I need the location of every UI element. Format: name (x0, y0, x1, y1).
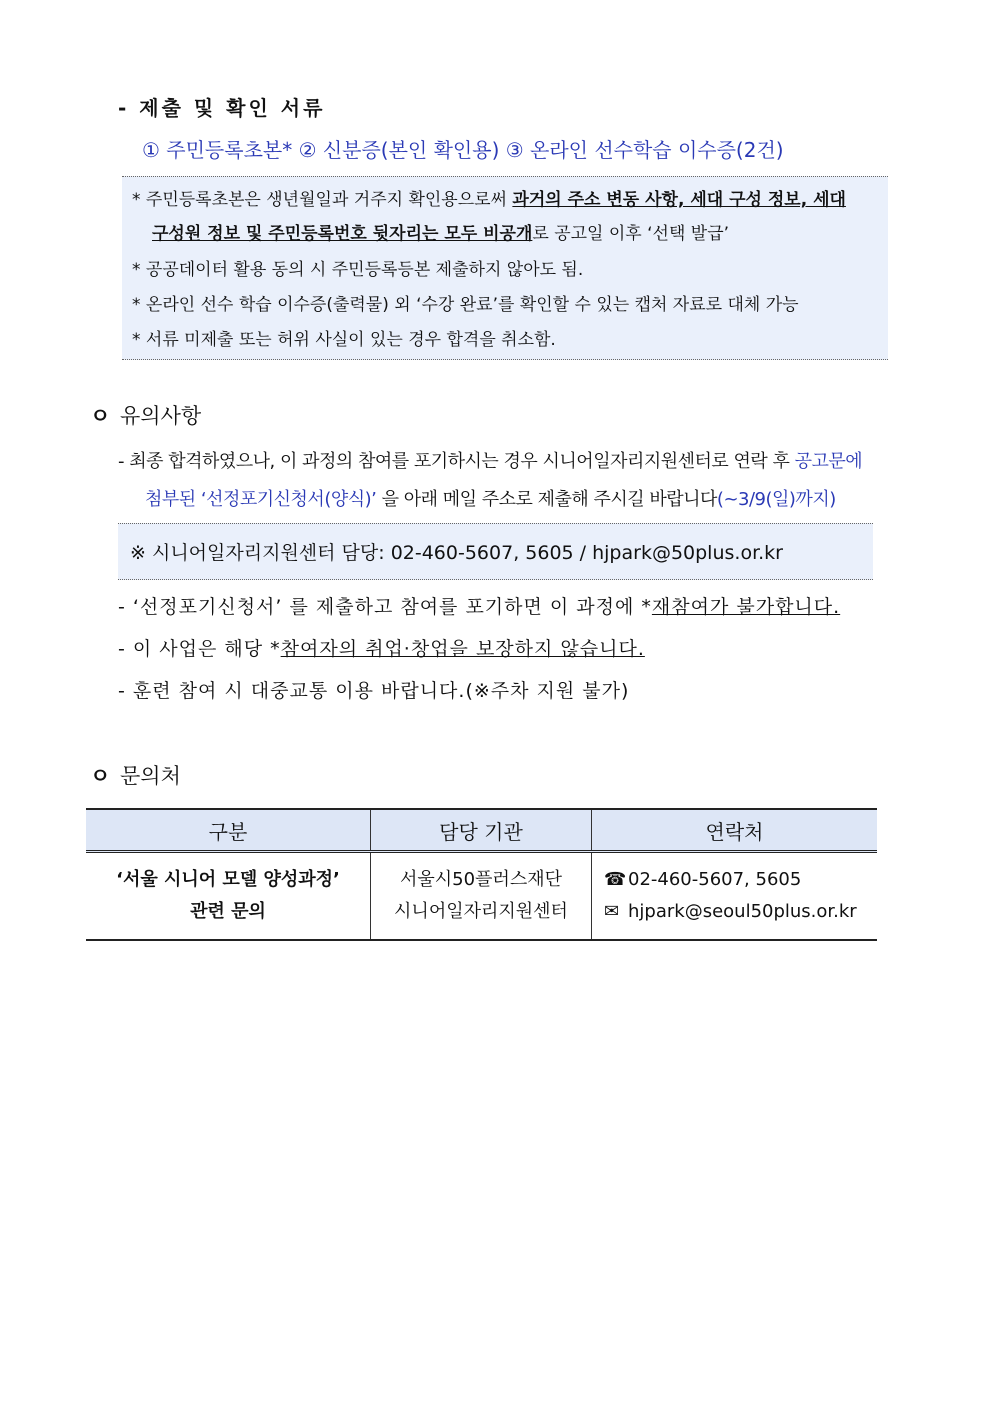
caution-line-2-text: 을 아래 메일 주소로 제출해 주시길 바랍니다 (376, 489, 717, 510)
email-address[interactable]: hjpark@seoul50plus.or.kr (628, 901, 857, 922)
inquiry-table (86, 808, 877, 941)
bullet-2-underline: 참여자의 취업·창업을 보장하지 않습니다. (280, 638, 645, 660)
inquiry-title: 문의처 (120, 764, 181, 788)
header-category: 구분 (86, 809, 371, 852)
phone-icon: ☎ (604, 869, 627, 890)
caution-bullet-3: - 훈련 참여 시 대중교통 이용 바랍니다.(※주차 지원 불가) (118, 680, 630, 702)
email-icon: ✉ (604, 901, 620, 922)
cell-organization (371, 852, 592, 941)
caution-bullet-2 (118, 634, 645, 661)
table-header-row (86, 809, 877, 852)
note-1-emphasis: 과거의 주소 변동 사항, 세대 구성 정보, 세대 (512, 190, 846, 210)
header-organization: 담당 기관 (371, 809, 592, 852)
note-2: * 공공데이터 활용 동의 시 주민등록등본 제출하지 않아도 됨. (132, 260, 584, 280)
contact-box (118, 523, 873, 580)
note-1-tail: 로 공고일 이후 ‘선택 발급’ (532, 224, 730, 244)
caution-bullet-1 (118, 592, 840, 619)
note-1-line-2 (152, 219, 729, 244)
note-3: * 온라인 선수 학습 이수증(출력물) 외 ‘수강 완료’를 확인할 수 있는 캡처 자료로 대체 가능 (132, 295, 799, 315)
section-marker: ㅇ (90, 404, 111, 428)
docs-heading: - 제출 및 확인 서류 (118, 96, 326, 120)
caution-title: 유의사항 (120, 404, 202, 428)
deadline: (~3/9(일)까지) (716, 489, 836, 510)
inquiry-section-title (90, 760, 181, 790)
phone-number: 02-460-5607, 5605 (628, 869, 802, 890)
category-line-2: 관련 문의 (190, 901, 266, 922)
docs-list: ① 주민등록초본* ② 신분증(본인 확인용) ③ 온라인 선수학습 이수증(2건) (142, 138, 784, 162)
note-1-text: * 주민등록초본은 생년월일과 거주지 확인용으로써 (132, 190, 513, 210)
caution-line-1 (118, 447, 862, 473)
phone-line (604, 864, 876, 896)
cell-contact (592, 852, 878, 941)
header-contact: 연락처 (592, 809, 878, 852)
caution-line-1-text: - 최종 합격하였으나, 이 과정의 참여를 포기하시는 경우 시니어일자리지원센터로 연락 후 (118, 451, 795, 472)
email-line (604, 896, 876, 928)
section-marker: ㅇ (90, 764, 111, 788)
note-4: * 서류 미제출 또는 허위 사실이 있는 경우 합격을 취소함. (132, 330, 556, 350)
note-1-line-1 (132, 185, 846, 210)
org-line-2: 시니어일자리지원센터 (394, 901, 568, 922)
caution-line-1-blue: 공고문에 (794, 451, 863, 472)
form-name: 첨부된 ‘선정포기신청서(양식)’ (145, 489, 377, 510)
docs-note-box (122, 176, 888, 360)
contact-info: ※ 시니어일자리지원센터 담당: 02-460-5607, 5605 / hjpark@50plus.or.kr (130, 542, 783, 564)
caution-section-title (90, 400, 201, 430)
caution-line-2 (145, 485, 836, 511)
bullet-2-text: - 이 사업은 해당 * (118, 638, 281, 660)
note-1-emphasis-2: 구성원 정보 및 주민등록번호 뒷자리는 모두 비공개 (152, 224, 533, 244)
category-line-1: ‘서울 시니어 모델 양성과정’ (116, 869, 340, 890)
bullet-1-text: - ‘선정포기신청서’ 를 제출하고 참여를 포기하면 이 과정에 * (118, 596, 652, 618)
org-line-1: 서울시50플러스재단 (399, 869, 562, 890)
cell-category (86, 852, 371, 941)
table-row (86, 852, 877, 941)
bullet-1-underline: 재참여가 불가합니다. (651, 596, 841, 618)
